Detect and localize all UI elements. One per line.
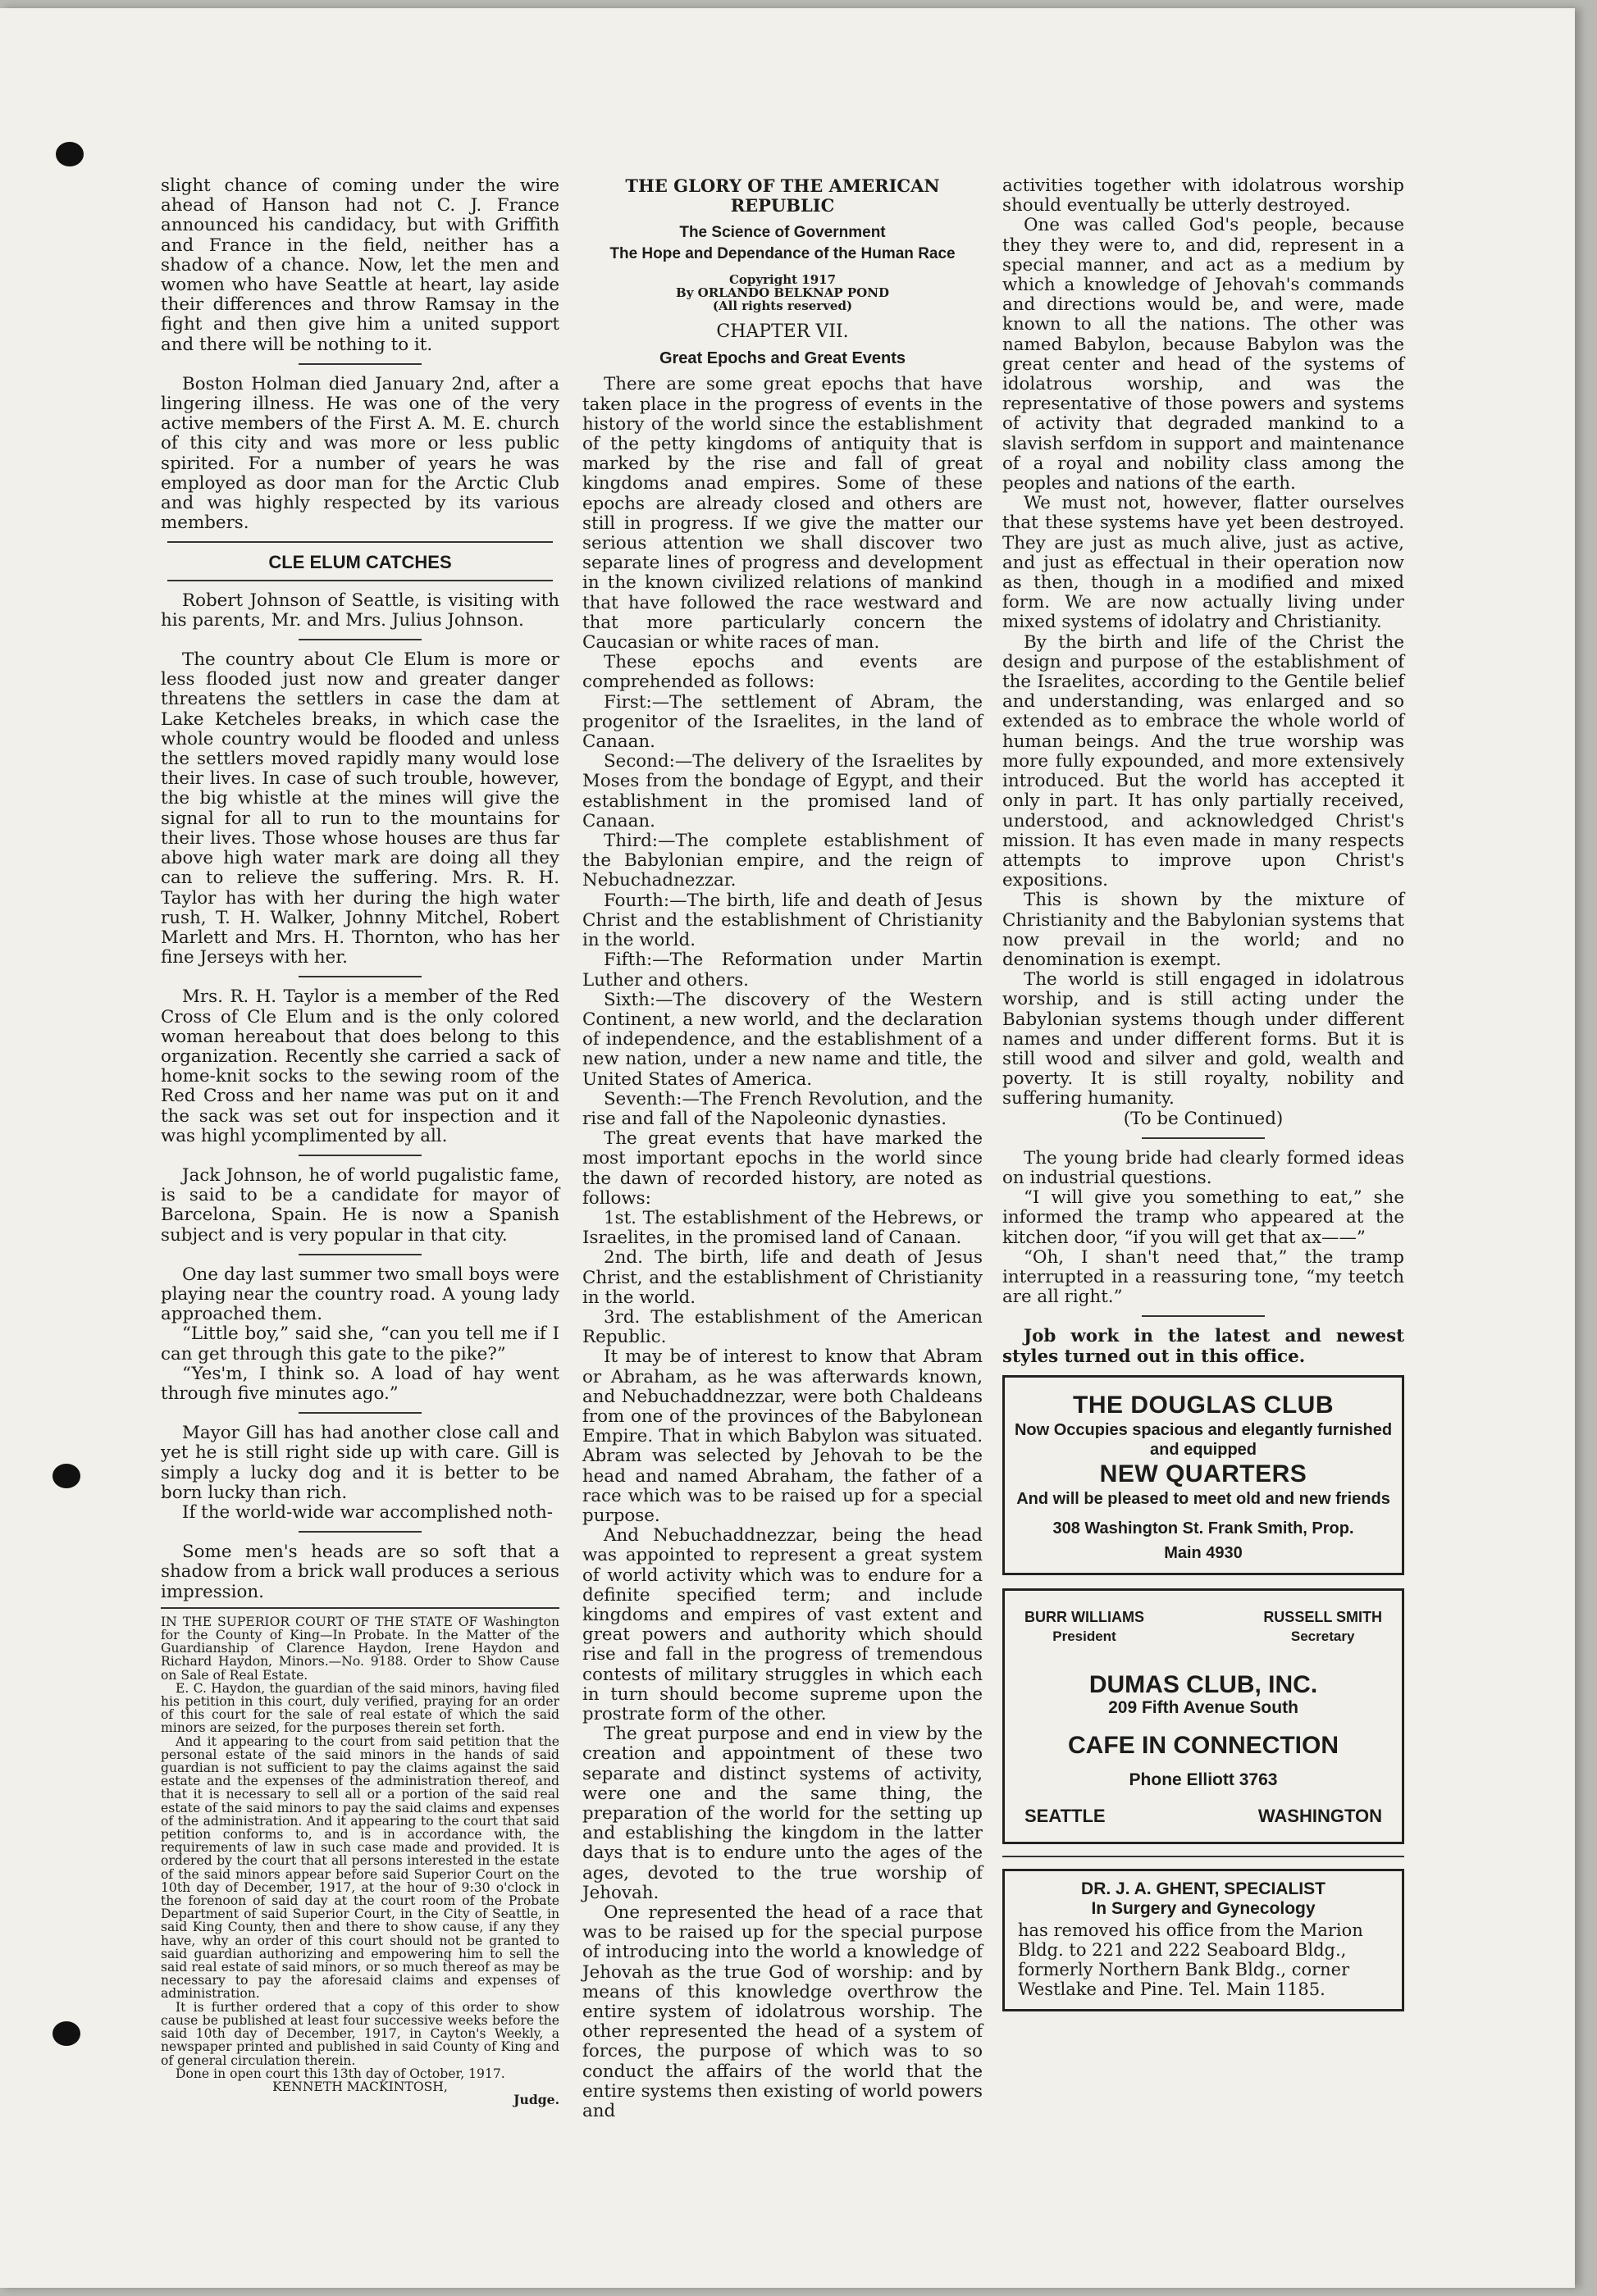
officers-row bbox=[1024, 1607, 1382, 1647]
paragraph: Boston Holman died January 2nd, after a lingering illness. He was one of the very active members of the First A. M. E. church of this city and was more or less public spirited. For a number of years he was employed as door man for the Arctic Club and was highly respected by its various members. bbox=[161, 373, 559, 534]
legal-judge: Judge. bbox=[513, 2092, 559, 2108]
legal-signer: KENNETH MACKINTOSH, bbox=[272, 2079, 448, 2094]
ad-specialty: In Surgery and Gynecology bbox=[1091, 1898, 1316, 1918]
paragraph: 3rd. The establishment of the American Republic. bbox=[582, 1306, 983, 1348]
paragraph: The world is still engaged in idolatrous worship, and is still acting under the Babylonian systems though under different names and under different forms. But it is still wood and silver and gold, wealth and poverty. It is still royalty, nobility and suffering humanity. bbox=[1002, 969, 1404, 1109]
ad-city: SEATTLE bbox=[1024, 1806, 1106, 1827]
officer-right bbox=[1263, 1607, 1382, 1647]
paragraph: One represented the head of a race that was to be raised up for the special purpose of introducing into the world a knowledge of Jehovah as the true God of worship: and by means of this knowledge overthrow the entire system of idolatrous worship. The other represented the head of a system of forces, the purpose of which was to so conduct the affairs of the world that the entire systems then existing of world powers and bbox=[582, 1902, 983, 2122]
paragraph: If the world-wide war accomplished noth- bbox=[182, 1501, 553, 1523]
column-right bbox=[1002, 176, 1404, 2011]
officer-name: BURR WILLIAMS bbox=[1024, 1609, 1144, 1626]
divider bbox=[1142, 1137, 1265, 1139]
rights: (All rights reserved) bbox=[712, 298, 853, 313]
chapter-title: Great Epochs and Great Events bbox=[659, 349, 906, 368]
copyright: Copyright 1917 bbox=[728, 272, 837, 287]
to-be-continued: (To be Continued) bbox=[1123, 1108, 1284, 1129]
article-title: THE GLORY OF THE AMERICAN REPUBLIC bbox=[625, 175, 940, 216]
punch-hole-middle bbox=[52, 1464, 80, 1488]
ad-club-name: THE DOUGLAS CLUB bbox=[1073, 1391, 1334, 1419]
paragraph: The young bride had clearly formed ideas on industrial questions. bbox=[1002, 1147, 1404, 1188]
ad-line: And will be pleased to meet old and new friends bbox=[1016, 1490, 1390, 1509]
punch-hole-top bbox=[56, 142, 84, 166]
divider bbox=[299, 639, 422, 640]
paragraph: It may be of interest to know that Abram or Abraham, as he was afterwards known, and Nebuchaddnezzar, were both Chaldeans from one of the provinces of the Babylonean Empire. That in which Babylon was situated. Abram was selected by Jehovah to be the head and named Abraham, the father of a race which was to be raised up for a special purpose. bbox=[582, 1346, 983, 1526]
douglas-club-ad bbox=[1002, 1375, 1404, 1575]
paragraph: Mayor Gill has had another close call and yet he is still right side up with care. Gill is simply a lucky dog and it is better to be born lucky than rich. bbox=[161, 1423, 559, 1503]
paragraph: Sixth:—The discovery of the Western Continent, a new world, and the declaration of independence, and the establishment of a new nation, under a new name and title, the United States of America. bbox=[582, 989, 983, 1090]
paragraph: activities together with idolatrous worship should eventually be utterly destroyed. bbox=[1002, 175, 1404, 216]
divider bbox=[299, 1254, 422, 1255]
divider bbox=[299, 1155, 422, 1156]
legal-paragraph: It is further ordered that a copy of this order to show cause be published at least four successive weeks before the said 10th day of December, 1917, in Cayton's Weekly, a newspaper printed and published in said County of King and of general circulation therein. bbox=[161, 1999, 559, 2068]
byline: By ORLANDO BELKNAP POND bbox=[676, 285, 889, 300]
divider bbox=[167, 541, 553, 543]
legal-notice bbox=[161, 1615, 559, 2107]
paragraph: 2nd. The birth, life and death of Jesus Christ, and the establishment of Christianity in the world. bbox=[582, 1247, 983, 1308]
ad-headline: NEW QUARTERS bbox=[1099, 1460, 1307, 1487]
legal-title: IN THE SUPERIOR COURT OF THE STATE OF Washington for the County of King—In Probate. In the Matter of the Guardianship of Clarence Haydon, Irene Haydon and Richard Haydon, Minors.—No. 9188. Order to Show Cause on Sale of Real Estate. bbox=[161, 1614, 559, 1683]
divider bbox=[299, 1412, 422, 1414]
ad-doctor-name: DR. J. A. GHENT, SPECIALIST bbox=[1081, 1879, 1326, 1898]
paragraph: “I will give you something to eat,” she informed the tramp who appeared at the kitchen door, “if you will get that ax——” bbox=[1002, 1187, 1404, 1248]
dumas-club-ad bbox=[1002, 1588, 1404, 1843]
paragraph: “Yes'm, I think so. A load of hay went through five minutes ago.” bbox=[161, 1363, 559, 1404]
article-subtitle: The Science of Government bbox=[679, 224, 886, 241]
punch-hole-bottom bbox=[52, 2021, 80, 2046]
ad-line: Now Occupies spacious and elegantly furnished and equipped bbox=[1014, 1420, 1393, 1459]
ad-location-row bbox=[1024, 1806, 1382, 1826]
paragraph: There are some great epochs that have taken place in the progress of events in the history of the world since the establishment of the petty kingdoms of antiquity that is marked by the rise and fall of great kingdoms anad empires. Some of these epochs are already closed and others are still in progress. If we give the matter our serious attention we shall discover two separate lines of progress and development in the known civilized relations of mankind that have followed the race westward and that more particularly concern the Caucasian or white races of man. bbox=[582, 374, 983, 654]
divider bbox=[167, 580, 553, 581]
ad-phone: Phone Elliott 3763 bbox=[1129, 1770, 1278, 1790]
divider bbox=[1142, 1315, 1265, 1317]
paragraph: Mrs. R. H. Taylor is a member of the Red Cross of Cle Elum and is the only colored woman hereabout that does belong to this organization. Recently she carried a sack of home-knit socks to the sewing room of the Red Cross and her name was put on it and the sack was set out for inspection and it was highl ycomplimented by all. bbox=[161, 986, 559, 1146]
legal-paragraph: And it appearing to the court from said petition that the personal estate of the said minors in the hands of said guardian is not sufficient to pay the claims against the said estate and the expenses of the administration thereof, and that it is necessary to sell all or a portion of the said real estate of the said minors to pay the said claims and expenses of the administration. And it appearing to the court that said petition conforms to, and is in accordance with, the requirements of law in such case made and provided. It is ordered by the court that all persons interested in the estate of the said minors appear before said Superior Court on the 10th day of December, 1917, at the hour of 9:30 o'clock in the forenoon of said day at the court room of the Probate Department of said Superior Court, in the City of Seattle, in said King County, then and there to show cause, if any they have, why an order of this court should not be granted to said guardian authorizing and empowering him to sell the said real estate of said minors, or so much thereof as may be necessary to pay the aforesaid claims and expenses of administration. bbox=[161, 1733, 559, 2002]
paragraph: One was called God's people, because they they were to, and did, represent in a special manner, and act as a medium by which a knowledge of Jehovah's commands and directions would be, and were, made known to all the nations. The other was named Babylon, because Babylon was the great center and head of the systems of idolatrous worship, and was the representative of those powers and systems of activity that degraded mankind to a slavish serfdom in support and maintenance of a royal and nobility class among the peoples and nations of the earth. bbox=[1002, 215, 1404, 494]
ghent-specialist-ad bbox=[1002, 1869, 1404, 2011]
newspaper-page bbox=[0, 8, 1575, 2288]
officer-title: Secretary bbox=[1290, 1629, 1355, 1645]
officer-title: President bbox=[1052, 1629, 1116, 1645]
ad-headline: CAFE IN CONNECTION bbox=[1068, 1732, 1339, 1759]
paragraph: “Oh, I shan't need that,” the tramp interrupted in a reassuring tone, “my teetch are all right.” bbox=[1002, 1246, 1404, 1308]
legal-paragraph: Done in open court this 13th day of October, 1917. bbox=[176, 2066, 505, 2081]
ad-body: has removed his office from the Marion Bldg. to 221 and 222 Seaboard Bldg., formerly Northern Bank Bldg., corner Westlake and Pine. Tel. Main 1185. bbox=[1018, 1920, 1363, 1999]
paragraph: Fourth:—The birth, life and death of Jesus Christ and the establishment of Christianity in the world. bbox=[582, 890, 983, 951]
paragraph: The country about Cle Elum is more or less flooded just now and greater danger threatens the settlers in case the dam at Lake Ketcheles breaks, in which case the whole country would be flooded and unless the settlers moved rapidly many would lose their lives. In case of such trouble, however, the big whistle at the mines will give the signal for all to run to the mountains for their lives. Those whose houses are thus far above high water mark are doing all they can to relieve the suffering. Mrs. R. H. Taylor has with her during the high water rush, T. H. Walker, Johnny Mitchel, Robert Marlett and Mrs. H. Thornton, who has her fine Jerseys with her. bbox=[161, 649, 559, 968]
paragraph: Third:—The complete establishment of the Babylonian empire, and the reign of Nebuchadnezzar. bbox=[582, 831, 983, 891]
paragraph: Seventh:—The French Revolution, and the rise and fall of the Napoleonic dynasties. bbox=[582, 1088, 983, 1129]
officer-name: RUSSELL SMITH bbox=[1263, 1609, 1382, 1626]
paragraph: This is shown by the mixture of Christianity and the Babylonian systems that now prevail in the world; and no denomination is exempt. bbox=[1002, 890, 1404, 970]
paragraph: Some men's heads are so soft that a shadow from a brick wall produces a serious impression. bbox=[161, 1542, 559, 1602]
paragraph: By the birth and life of the Christ the design and purpose of the establishment of the Israelites, according to the Gentile belief and understanding, was enlarged and so extended as to embrace the whole world of human beings. And the true worship was more fully expounded, and more extensively introduced. But the world has accepted it only in part. It has only partially received, understood, and acknowledged Christ's mission. It has even made in many respects attempts to improve upon Christ's expositions. bbox=[1002, 631, 1404, 891]
column-left bbox=[161, 176, 559, 2107]
paragraph: “Little boy,” said she, “can you tell me if I can get through this gate to the pike?” bbox=[161, 1323, 559, 1364]
legal-paragraph: E. C. Haydon, the guardian of the said minors, having filed his petition in this court, duly verified, praying for an order of this court for the sale of real estate of which the said minors are seized, for the purposes therein set forth. bbox=[161, 1680, 559, 1736]
paragraph: One day last summer two small boys were playing near the country road. A young lady approached them. bbox=[161, 1264, 559, 1325]
section-heading: CLE ELUM CATCHES bbox=[268, 552, 452, 573]
divider bbox=[299, 1531, 422, 1533]
paragraph: And Nebuchaddnezzar, being the head was appointed to represent a great system of world activity which was to endure for a definite specified term; and include kingdoms and empires of vast extent and great powers and authority which should rise and fall in the progress of tremendous contests of military struggles in which each in turn should become supreme upon the prostrate form of the other. bbox=[582, 1525, 983, 1725]
divider bbox=[161, 1607, 559, 1609]
job-work-notice: Job work in the latest and newest styles turned out in this office. bbox=[1002, 1326, 1404, 1367]
paragraph: Fifth:—The Reformation under Martin Luther and others. bbox=[582, 950, 983, 991]
officer-left bbox=[1024, 1607, 1144, 1647]
paragraph: Second:—The delivery of the Israelites by Moses from the bondage of Egypt, and their establishment in the promised land of Canaan. bbox=[582, 751, 983, 831]
paragraph: slight chance of coming under the wire ahead of Hanson had not C. J. France announced his candidacy, but with Griffith and France in the field, neither has a shadow of a chance. Now, let the men and women who have Seattle at heart, lay aside their differences and throw Ramsay in the fight and then give him a united support and there will be nothing to it. bbox=[161, 175, 559, 355]
paragraph: The great events that have marked the most important epochs in the world since the dawn of recorded history, are noted as follows: bbox=[582, 1128, 983, 1209]
ad-club-name: DUMAS CLUB, INC. bbox=[1088, 1670, 1318, 1698]
ad-address: 308 Washington St. Frank Smith, Prop. bbox=[1052, 1519, 1354, 1538]
divider bbox=[1002, 1856, 1404, 1857]
ad-state: WASHINGTON bbox=[1257, 1806, 1382, 1827]
ad-phone: Main 4930 bbox=[1164, 1544, 1243, 1563]
paragraph: We must not, however, flatter ourselves that these systems have yet been destroyed. They are just as much alive, just as active, and just as effectual in their operation now as then, though in a modified and mixed form. We are now actually living under mixed systems of idolatry and Christianity. bbox=[1002, 493, 1404, 633]
article-subtitle: The Hope and Dependance of the Human Race bbox=[609, 245, 956, 262]
divider bbox=[299, 363, 422, 365]
divider bbox=[299, 976, 422, 977]
column-center bbox=[582, 176, 983, 2121]
paragraph: The great purpose and end in view by the creation and appointment of these two separate and distinct systems of activity, were one and the same thing, the preparation of the world for the setting up and establishing the kingdom in the latter days that is to endure unto the ages of the ages, devoted to the true worship of Jehovah. bbox=[582, 1724, 983, 1903]
paragraph: Robert Johnson of Seattle, is visiting with his parents, Mr. and Mrs. Julius Johnson. bbox=[161, 590, 559, 631]
paragraph: 1st. The establishment of the Hebrews, or Israelites, in the promised land of Canaan. bbox=[582, 1207, 983, 1249]
paragraph: These epochs and events are comprehended as follows: bbox=[582, 652, 983, 693]
ad-address: 209 Fifth Avenue South bbox=[1108, 1697, 1298, 1717]
paragraph: First:—The settlement of Abram, the progenitor of the Israelites, in the land of Canaan. bbox=[582, 691, 983, 753]
paragraph: Jack Johnson, he of world pugalistic fame, is said to be a candidate for mayor of Barcelona, Spain. He is now a Spanish subject and is very popular in that city. bbox=[161, 1164, 559, 1246]
chapter-heading: CHAPTER VII. bbox=[716, 321, 849, 342]
